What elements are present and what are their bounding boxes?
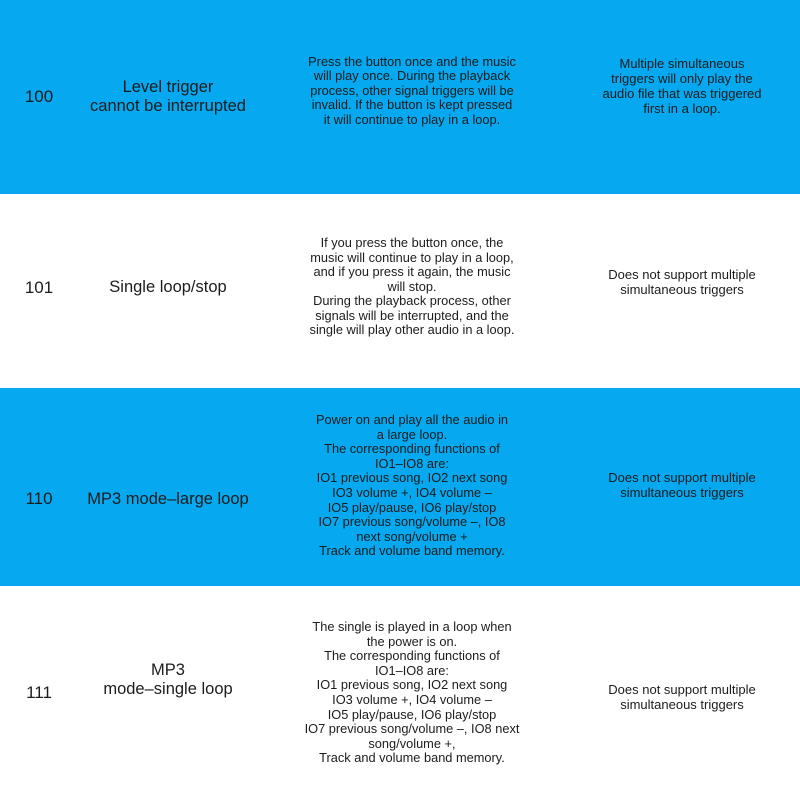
mode-name xyxy=(78,586,258,774)
description-line: Track and volume band memory. xyxy=(319,750,505,766)
description-line: IO1 previous song, IO2 next song xyxy=(316,677,508,693)
mode-name-line: MP3 mode–large loop xyxy=(87,489,249,508)
description-line: and if you press it again, the music xyxy=(313,264,511,280)
description-line: Press the button once and the music xyxy=(308,53,516,69)
note-line: triggers will only play the xyxy=(611,71,753,86)
description-line: The corresponding functions of xyxy=(324,441,500,457)
description-line: The corresponding functions of xyxy=(324,648,500,664)
note-line: Does not support multiple xyxy=(608,682,756,697)
mode-code-text: 111 xyxy=(26,683,52,702)
mode-description xyxy=(276,388,548,584)
description-line: During the playback process, other xyxy=(313,293,511,309)
mode-name-line: MP3 xyxy=(151,661,185,679)
description-line: music will continue to play in a loop, xyxy=(310,249,514,265)
trigger-note xyxy=(582,194,782,370)
mode-code xyxy=(0,586,78,800)
mode-description xyxy=(276,194,548,380)
description-line: will stop. xyxy=(387,278,437,294)
mode-name-line: Level trigger xyxy=(122,78,214,96)
mode-name xyxy=(78,388,258,610)
description-line: IO3 volume +, IO4 volume – xyxy=(332,692,492,707)
description-line: process, other signal triggers will be xyxy=(310,82,514,98)
trigger-note xyxy=(582,388,782,582)
description-line: IO5 play/pause, IO6 play/stop xyxy=(327,706,497,722)
mode-code xyxy=(0,388,78,610)
description-line: Power on and play all the audio in xyxy=(315,412,509,428)
note-line: Does not support multiple xyxy=(608,470,756,485)
description-line: IO7 previous song/volume –, IO8 next xyxy=(304,721,520,737)
table-row xyxy=(0,388,800,586)
description-line: signals will be interrupted, and the xyxy=(315,307,509,323)
description-line: The single is played in a loop when xyxy=(312,619,512,635)
description-line: If you press the button once, the xyxy=(320,234,504,250)
trigger-note xyxy=(582,586,782,808)
description-line: will play once. During the playback xyxy=(313,68,511,84)
mode-code xyxy=(0,0,78,194)
description-line: song/volume +, xyxy=(368,735,456,751)
mode-code-text: 101 xyxy=(24,278,54,297)
description-line: IO3 volume +, IO4 volume – xyxy=(332,485,492,500)
description-line: next song/volume + xyxy=(356,528,468,544)
description-line: Track and volume band memory. xyxy=(319,543,505,559)
note-line: simultaneous triggers xyxy=(620,485,744,500)
description-line: IO1 previous song, IO2 next song xyxy=(316,470,508,486)
description-line: a large loop. xyxy=(376,426,448,442)
description-line: IO1–IO8 are: xyxy=(375,455,449,471)
mode-name xyxy=(78,194,258,380)
mode-description xyxy=(276,586,548,800)
description-line: it will continue to play in a loop. xyxy=(323,111,501,127)
note-line: Does not support multiple xyxy=(608,267,756,282)
note-line: audio file that was triggered xyxy=(602,86,762,101)
table-row xyxy=(0,586,800,800)
mode-name-line: mode–single loop xyxy=(103,680,233,698)
mode-code xyxy=(0,194,78,382)
mode-description xyxy=(276,0,548,182)
description-line: invalid. If the button is kept pressed xyxy=(311,97,513,113)
description-line: the power is on. xyxy=(366,633,458,649)
description-line: IO7 previous song/volume –, IO8 xyxy=(318,514,506,530)
trigger-note xyxy=(582,0,782,172)
mode-code-text: 110 xyxy=(25,489,53,508)
mode-code-text: 100 xyxy=(24,87,54,106)
note-line: Multiple simultaneous xyxy=(619,56,745,71)
note-line: first in a loop. xyxy=(643,101,721,116)
note-line: simultaneous triggers xyxy=(620,282,744,297)
mode-name-line: cannot be interrupted xyxy=(90,97,246,115)
description-line: single will play other audio in a loop. xyxy=(309,322,515,338)
table-row xyxy=(0,0,800,194)
description-line: IO1–IO8 are: xyxy=(375,662,449,678)
note-line: simultaneous triggers xyxy=(620,697,744,712)
mode-name xyxy=(78,0,258,194)
description-line: IO5 play/pause, IO6 play/stop xyxy=(327,499,497,515)
table-row xyxy=(0,194,800,388)
mode-name-line: Single loop/stop xyxy=(109,277,227,296)
